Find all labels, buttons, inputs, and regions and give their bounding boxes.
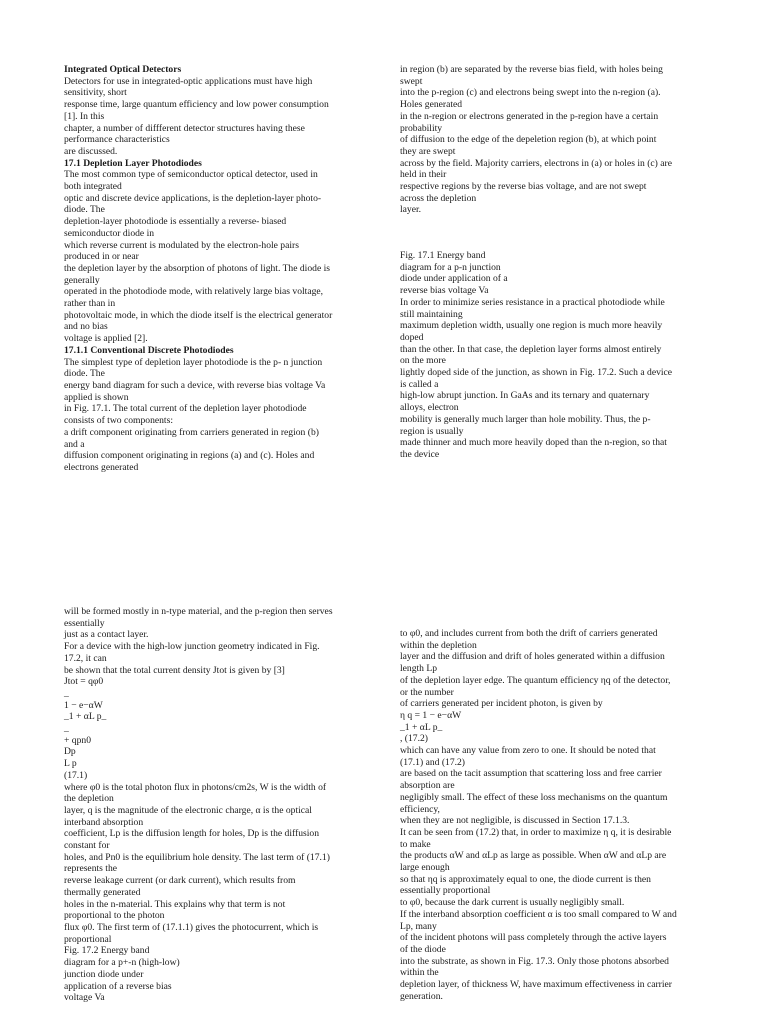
text-line: high-low abrupt junction. In GaAs and its ternary and quaternary — [400, 390, 650, 402]
text-line: and a — [64, 438, 85, 450]
text-line: swept — [400, 75, 423, 87]
text-line: to φ0, and includes current from both the drift of carriers generated — [400, 628, 658, 639]
text-line: generally — [64, 274, 100, 286]
text-line: operated in the photodiode mode, with relatively large bias voltage, — [64, 286, 324, 298]
text-line: diagram for a p+-n (high-low) — [64, 957, 180, 969]
text-line: respective regions by the reverse bias voltage, and are not swept — [400, 181, 647, 193]
text-line: made thinner and much more heavily doped than the n-region, so that — [400, 437, 667, 449]
text-line: of the incident photons will pass completely through the active layers — [400, 932, 667, 944]
text-line: Dp — [64, 746, 76, 758]
text-line: , (17.2) — [400, 733, 428, 745]
text-line: flux φ0. The first term of (17.1.1) gives the photocurrent, which is — [64, 921, 319, 933]
right-column-top-text — [400, 64, 672, 216]
text-line: The most common type of semiconductor optical detector, used in — [64, 169, 318, 181]
text-line: of the diode — [400, 943, 446, 955]
text-line: maximum depletion width, usually one region is much more heavily — [400, 320, 663, 332]
text-line: negligibly small. The effect of these loss mechanisms on the quantum — [400, 791, 668, 803]
text-line: across by the field. Majority carriers, electrons in (a) or holes in (c) are — [400, 157, 672, 169]
right-column-bottom-text — [400, 628, 677, 1003]
text-line: diode. The — [64, 204, 105, 216]
text-line: the products αW and αLp as large as possible. When αW and αLp are — [400, 850, 667, 862]
text-line: depletion layer, of thickness W, have maximum effectiveness in carrier — [400, 979, 672, 991]
text-line: across the depletion — [400, 192, 477, 204]
text-line: probability — [400, 122, 443, 134]
text-line: or the number — [400, 686, 454, 698]
text-line: _1 + αL p_ — [64, 711, 107, 723]
text-line: within the — [400, 967, 439, 979]
text-line: large enough — [400, 862, 450, 874]
text-line: generation. — [400, 990, 443, 1002]
text-line: For a device with the high-low junction geometry indicated in Fig. — [64, 641, 320, 653]
text-line: rather than in — [64, 298, 116, 310]
text-line: _ — [64, 687, 69, 699]
text-line: region is usually — [400, 425, 464, 437]
text-line: in region (b) are separated by the reverse bias field, with holes being — [400, 64, 663, 75]
text-line: held in their — [400, 169, 447, 181]
text-line: layer, q is the magnitude of the electronic charge, α is the optical — [64, 804, 312, 816]
text-line: _1 + αL p_ — [400, 721, 443, 733]
text-line: applied is shown — [64, 391, 129, 403]
text-line: they are swept — [400, 145, 456, 157]
text-line: in the n-region or electrons generated in the p-region have a certain — [400, 110, 659, 122]
text-line: sensitivity, short — [64, 87, 127, 99]
text-line: the depletion layer by the absorption of photons of light. The diode is — [64, 262, 331, 274]
text-line: consists of two components: — [64, 415, 173, 427]
text-line: layer and the diffusion and drift of holes generated within a diffusion — [400, 651, 665, 663]
text-line: photovoltaic mode, in which the diode itself is the electrical generator — [64, 309, 333, 321]
text-line: diagram for a p-n junction — [400, 261, 501, 273]
text-line: the device — [400, 448, 440, 460]
text-line: application of a reverse bias — [64, 980, 172, 992]
text-line: Detectors for use in integrated-optic applications must have high — [64, 75, 313, 87]
text-line: mobility is generally much larger than hole mobility. Thus, the p- — [400, 413, 651, 425]
text-line: just as a contact layer. — [64, 629, 149, 641]
text-line: to make — [400, 838, 431, 850]
text-line: is called a — [400, 378, 439, 390]
text-line: both integrated — [64, 181, 122, 193]
text-line: optic and discrete device applications, is the depletion-layer photo- — [64, 192, 322, 204]
text-line: and no bias — [64, 321, 108, 333]
text-line: Lp, many — [400, 920, 437, 932]
text-line: interband absorption — [64, 816, 144, 828]
text-line: constant for — [64, 840, 110, 852]
text-line: It can be seen from (17.2) that, in order to maximize η q, it is desirable — [400, 826, 672, 838]
text-line: of carriers generated per incident photon, is given by — [400, 698, 603, 710]
text-line: be shown that the total current density Jtot is given by [3] — [64, 664, 285, 676]
text-line: If the interband absorption coefficient α is too small compared to W and — [400, 908, 677, 920]
text-line: reverse leakage current (or dark current), which results from — [64, 875, 296, 887]
text-line: voltage is applied [2]. — [64, 333, 148, 345]
text-line: essentially — [64, 617, 105, 629]
text-line: so that ηq is approximately equal to one, the diode current is then — [400, 873, 651, 885]
text-line: represents the — [64, 863, 118, 875]
text-line: into the substrate, as shown in Fig. 17.3. Only those photons absorbed — [400, 955, 669, 967]
text-line: 17.1.1 Conventional Discrete Photodiodes — [64, 344, 234, 356]
text-line: + qpn0 — [64, 734, 91, 746]
text-line: coefficient, Lp is the diffusion length for holes, Dp is the diffusion — [64, 828, 319, 840]
text-line: proportional to the photon — [64, 910, 165, 922]
text-line: η q = 1 − e−αW — [400, 709, 462, 721]
text-line: on the more — [400, 355, 446, 367]
text-line: than the other. In that case, the depletion layer forms almost entirely — [400, 343, 662, 355]
text-line: are based on the tacit assumption that scattering loss and free carrier — [400, 768, 662, 780]
text-line: reverse bias voltage Va — [400, 285, 489, 297]
text-line: (17.1) — [64, 769, 88, 781]
text-line: thermally generated — [64, 886, 141, 898]
text-line: which can have any value from zero to one. It should be noted that — [400, 745, 656, 757]
text-line: performance characteristics — [64, 134, 170, 146]
text-line: In order to minimize series resistance in a practical photodiode while — [400, 296, 665, 308]
text-line: a drift component originating from carriers generated in region (b) — [64, 426, 319, 438]
text-line: into the p-region (c) and electrons being swept into the n-region (a). — [400, 87, 661, 99]
text-line: energy band diagram for such a device, with reverse bias voltage Va — [64, 379, 326, 391]
text-line: efficiency, — [400, 803, 440, 815]
text-line: (17.1) and (17.2) — [400, 756, 466, 768]
left-column-top-text — [64, 64, 332, 474]
text-line: [1]. In this — [64, 110, 105, 122]
text-line: Holes generated — [400, 99, 463, 111]
text-line: electrons generated — [64, 461, 139, 473]
text-line: are discussed. — [64, 145, 118, 157]
text-line: response time, large quantum efficiency and low power consumption — [64, 99, 329, 111]
text-line: still maintaining — [400, 308, 463, 320]
text-line: absorption are — [400, 780, 455, 792]
text-line: _ — [64, 723, 69, 735]
text-line: holes in the n-material. This explains why that term is not — [64, 898, 286, 910]
text-line: semiconductor diode in — [64, 227, 155, 239]
text-line: alloys, electron — [400, 402, 459, 414]
text-line: where φ0 is the total photon flux in photons/cm2s, W is the width of — [64, 781, 327, 793]
left-column-bottom-text — [64, 606, 333, 1004]
text-line: 17.2, it can — [64, 652, 107, 664]
text-line: Integrated Optical Detectors — [64, 64, 182, 75]
text-line: diode. The — [64, 368, 105, 380]
text-line: 17.1 Depletion Layer Photodiodes — [64, 157, 202, 169]
text-line: of diffusion to the edge of the depeletion region (b), at which point — [400, 134, 657, 146]
text-line: will be formed mostly in n-type material, and the p-region then serves — [64, 606, 333, 617]
text-line: diffusion component originating in regions (a) and (c). Holes and — [64, 450, 315, 462]
text-line: voltage Va — [64, 992, 105, 1004]
right-column-figure-caption-and-text — [400, 250, 672, 461]
text-line: to φ0, because the dark current is usually negligibly small. — [400, 897, 625, 909]
text-line: the depletion — [64, 793, 114, 805]
text-line: length Lp — [400, 663, 438, 675]
text-line: Fig. 17.2 Energy band — [64, 945, 150, 957]
text-line: which reverse current is modulated by the electron-hole pairs — [64, 239, 299, 251]
text-line: essentially proportional — [400, 885, 491, 897]
text-line: Fig. 17.1 Energy band — [400, 250, 486, 261]
text-line: layer. — [400, 204, 422, 216]
text-line: produced in or near — [64, 251, 139, 263]
text-line: when they are not negligible, is discussed in Section 17.1.3. — [400, 815, 630, 827]
text-line: 1 − e−αW — [64, 699, 103, 711]
text-line: of the depletion layer edge. The quantum efficiency ηq of the detector, — [400, 674, 671, 686]
text-line: diode under application of a — [400, 273, 508, 285]
text-line: junction diode under — [64, 968, 144, 980]
text-line: The simplest type of depletion layer photodiode is the p- n junction — [64, 356, 323, 368]
text-line: in Fig. 17.1. The total current of the depletion layer photodiode — [64, 403, 307, 415]
text-line: L p — [64, 758, 77, 770]
text-line: holes, and Pn0 is the equilibrium hole density. The last term of (17.1) — [64, 851, 330, 863]
text-line: lightly doped side of the junction, as shown in Fig. 17.2. Such a device — [400, 367, 673, 379]
text-line: doped — [400, 331, 424, 343]
text-line: Jtot = qφ0 — [64, 676, 104, 688]
text-line: within the depletion — [400, 639, 477, 651]
text-line: chapter, a number of diffferent detector structures having these — [64, 122, 305, 134]
text-line: depletion-layer photodiode is essentially a reverse- biased — [64, 216, 287, 228]
text-line: proportional — [64, 933, 112, 945]
